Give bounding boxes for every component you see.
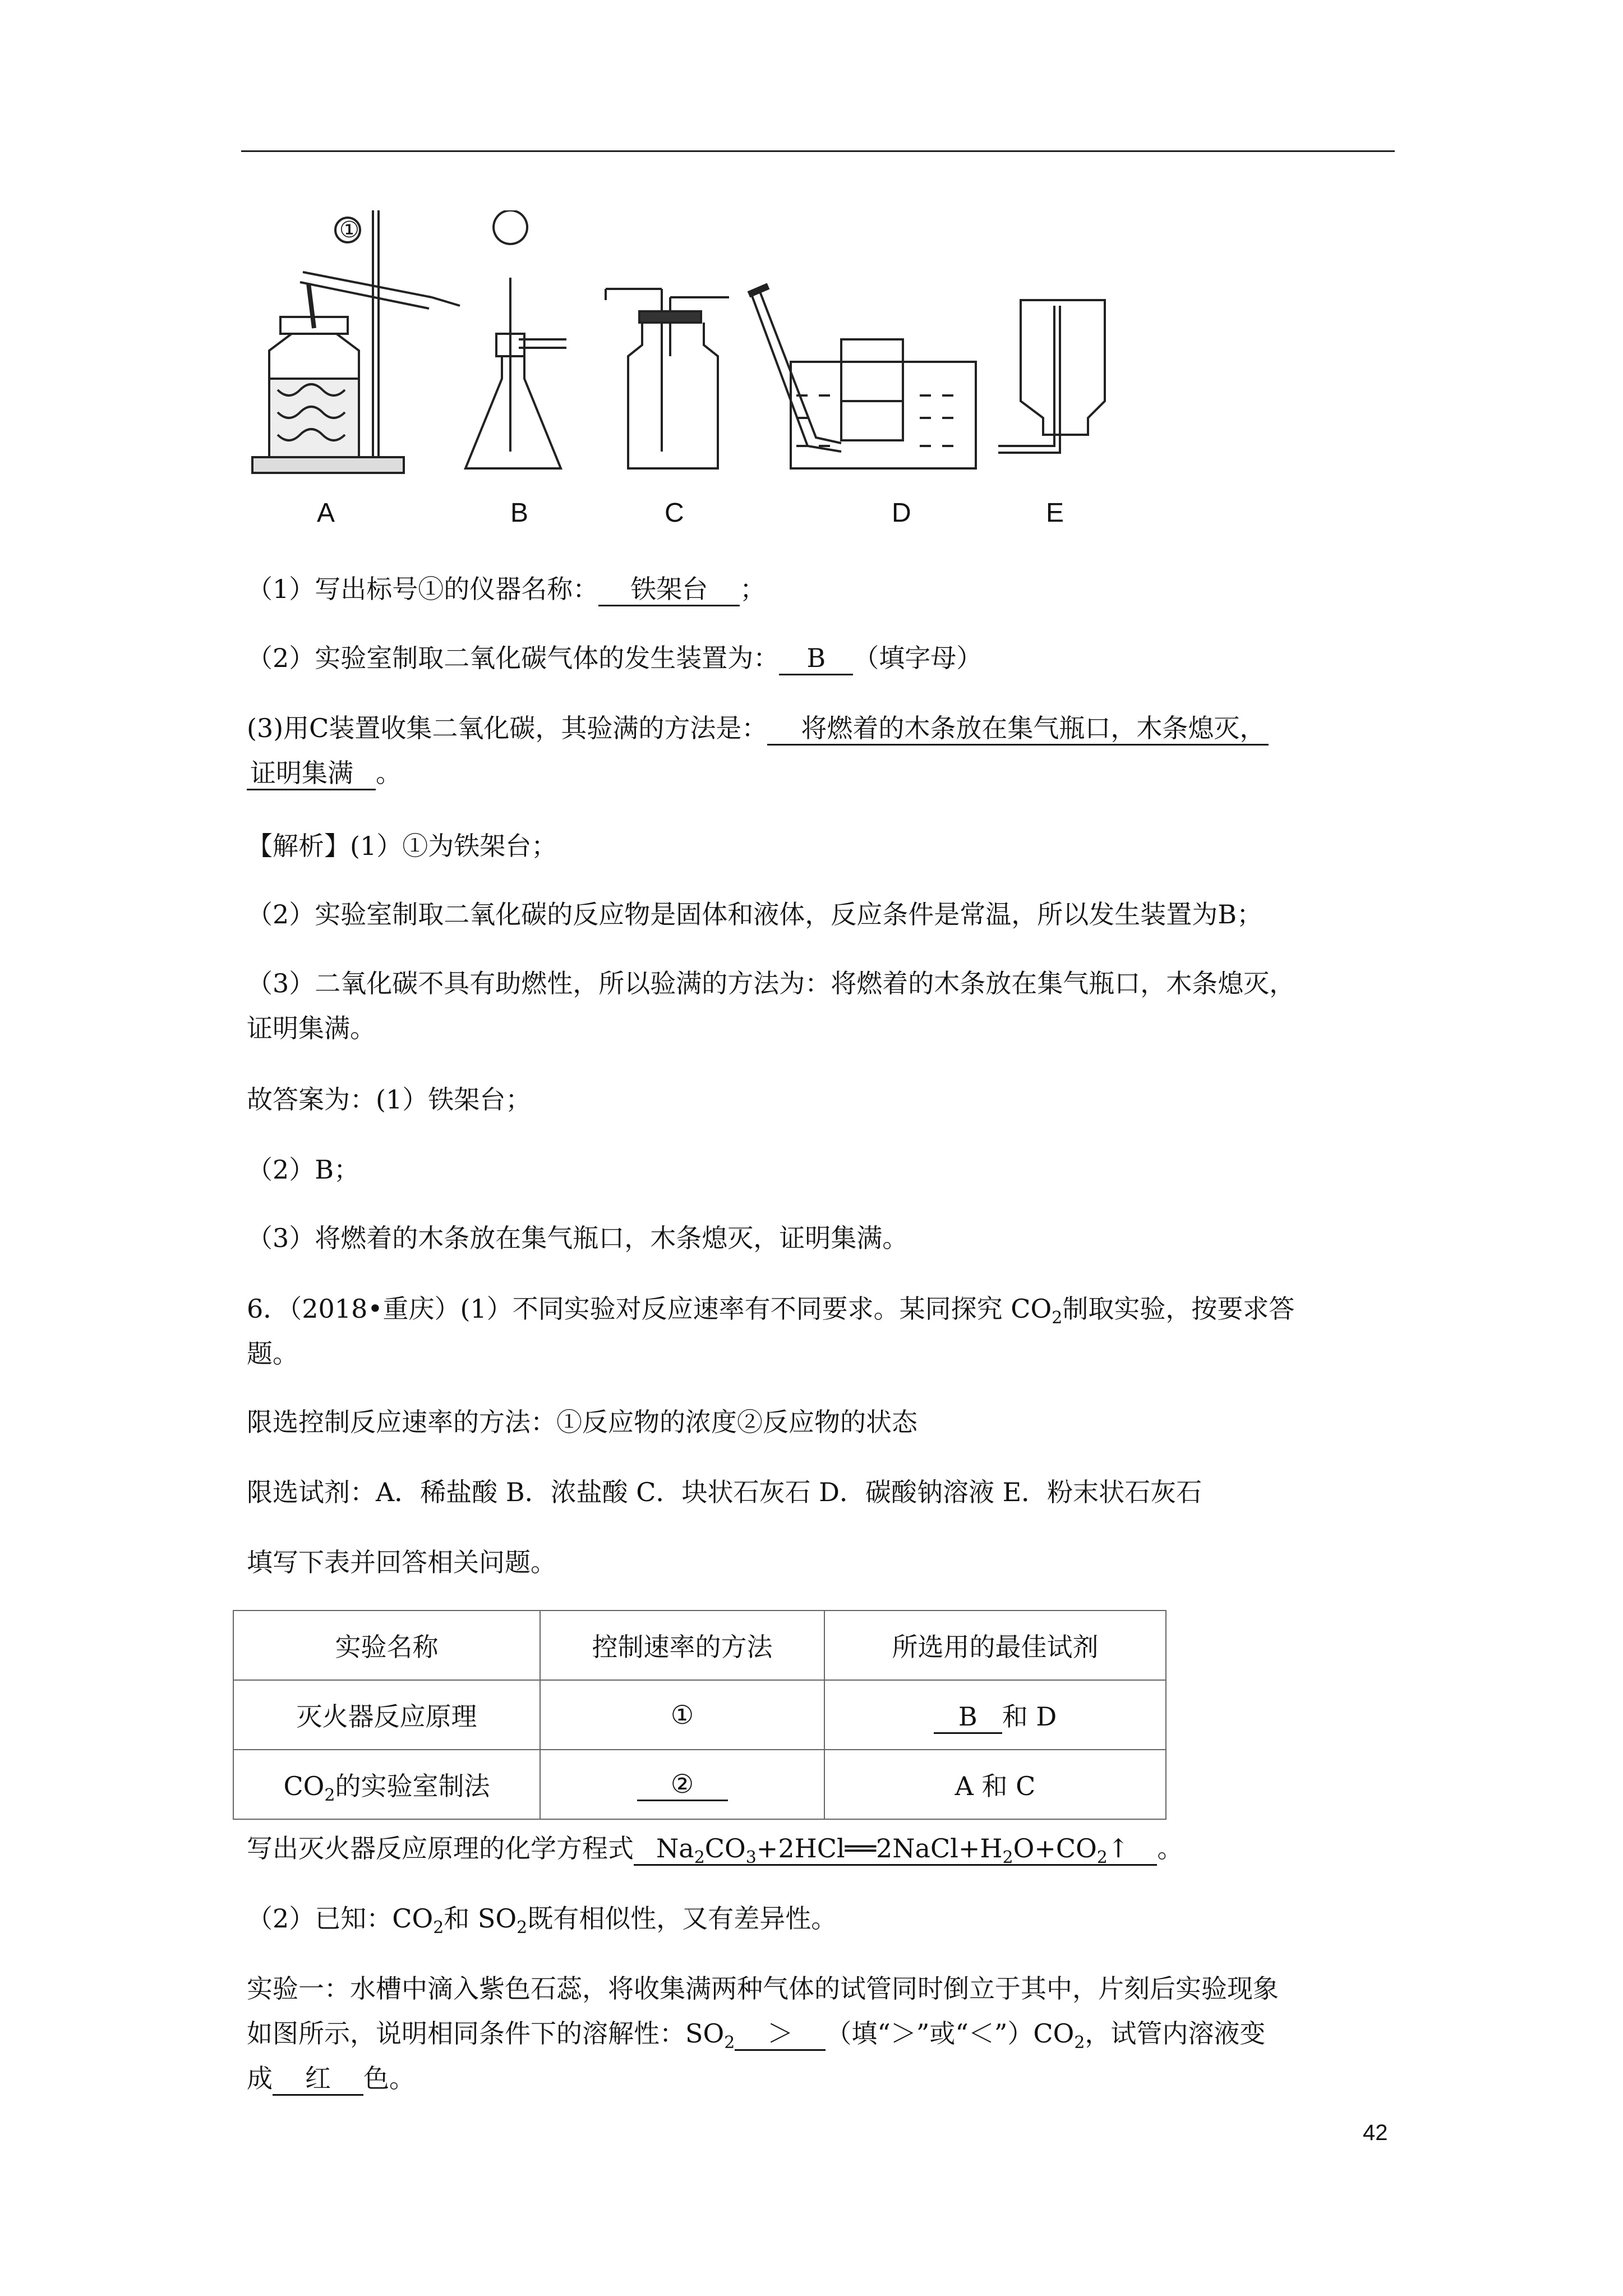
figure-circle-label: ① [339,217,359,243]
figure-label-d: D [892,498,911,528]
question-6-part-2: （2）已知：$CO_2$和 $SO_2$既有相似性，又有差异性。 [247,1903,837,1938]
question-2: （2）实验室制取二氧化碳气体的发生装置为： B （填字母） [247,636,1396,680]
experiment-1: 实验一：水槽中滴入紫色石蕊，将收集满两种气体的试管同时倒立于其中，片刻后实验现象 [247,1973,1279,2004]
apparatus-d [749,286,976,468]
answer-blank: ＞ [735,2018,826,2051]
answer-blank: B [779,642,853,675]
experiment-1-cont: 如图所示，说明相同条件下的溶解性：$SO_2$ ＞ （填“＞”或“$<”)CO_2$，试管内溶液变 [247,2018,1266,2053]
table-header: 所选用的最佳试剂 [824,1611,1166,1680]
table-header: 实验名称 [233,1611,540,1680]
table-cell: A 和 C [824,1750,1166,1819]
table-cell: $CO_2$的实验室制法 [233,1750,540,1819]
apparatus-e [998,300,1105,453]
apparatus-c [606,289,729,468]
answers-line: （2）B； [247,1154,360,1185]
table-header: 控制速率的方法 [540,1611,824,1680]
question-6-reagents: 限选试剂：A．稀盐酸 B．浓盐酸 C．块状石灰石 D．碳酸钠溶液 E．粉末状石灰石 [247,1477,1202,1507]
header-rule [241,150,1395,152]
question-3: (3)用C装置收集二氧化碳，其验满的方法是： 将燃着的木条放在集气瓶口，木条熄灭， [247,706,1396,751]
answers-line: （3）将燃着的木条放在集气瓶口，木条熄灭，证明集满。 [247,1223,909,1253]
table-cell: 灭火器反应原理 [233,1680,540,1750]
apparatus-figure [247,210,1133,536]
answer-blank: 将燃着的木条放在集气瓶口，木条熄灭， [767,712,1269,746]
table-cell: B 和 D [824,1680,1166,1750]
experiment-1-cont: 成 红 色。 [247,2056,1396,2101]
analysis-line: （3）二氧化碳不具有助燃性，所以验满的方法为：将燃着的木条放在集气瓶口，木条熄灭， [247,968,1295,999]
figure-label-a: A [317,498,335,528]
equation-line: 写出灭火器反应原理的化学方程式 $Na_2CO_3+2HCl══2NaCl+H_2O+CO_2↑$ 。 [247,1833,1183,1868]
question-6-cont: 题。 [247,1338,298,1369]
experiment-table [233,1610,1166,1820]
question-6-instruction: 填写下表并回答相关问题。 [247,1547,556,1577]
analysis-line: 【解析】(1）①为铁架台； [247,831,557,861]
answer-blank: 证明集满 [247,757,376,790]
figure-label-c: C [665,498,684,528]
apparatus-a [252,210,460,473]
answer-blank: $Na_2CO_3+2HCl══2NaCl+H_2O+CO_2↑$ [634,1833,1157,1866]
page-number: 42 [1363,2120,1388,2145]
analysis-line: （2）实验室制取二氧化碳的反应物是固体和液体，反应条件是常温，所以发生装置为B； [247,899,1263,930]
table-row [233,1750,1166,1819]
question-6-methods: 限选控制反应速率的方法：①反应物的浓度②反应物的状态 [247,1407,917,1437]
question-6: 6．（2018•重庆）(1）不同实验对反应速率有不同要求。某同探究 $CO_2$制取实验，按要求答 [247,1294,1295,1328]
table-row [233,1611,1166,1680]
answers-line: 故答案为：(1）铁架台； [247,1084,532,1115]
analysis-line: 证明集满。 [247,1013,376,1043]
table-row [233,1680,1166,1750]
apparatus-b [465,210,566,468]
question-3-cont: 证明集满 。 [247,751,1396,795]
answer-blank: 铁架台 [598,573,740,606]
figure-label-e: E [1046,498,1064,528]
table-cell: ① [540,1680,824,1750]
table-cell: ② [540,1750,824,1819]
answer-blank: 红 [273,2063,363,2096]
figure-label-b: B [510,498,529,528]
question-1: （1）写出标号①的仪器名称： 铁架台 ； [247,567,1396,611]
